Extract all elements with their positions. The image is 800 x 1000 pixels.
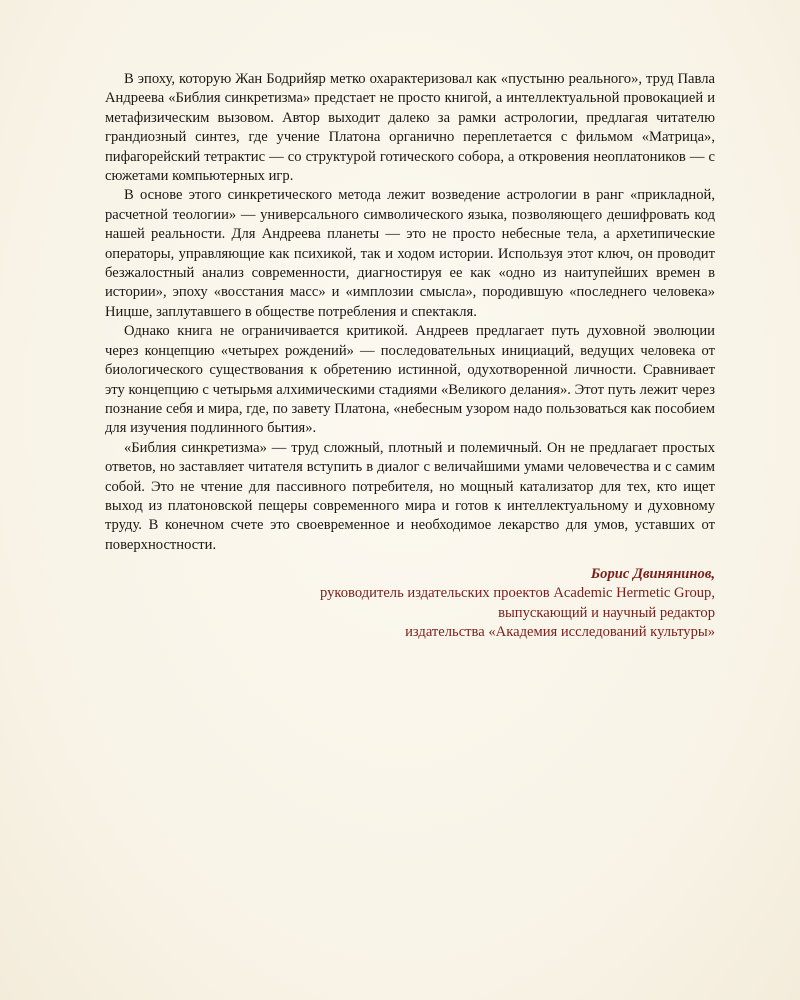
paragraph-1: В эпоху, которую Жан Бодрийяр метко охарактеризовал как «пустыню реального», труд Павла Андреева «Библия синкретизма» предстает не просто книгой, а интеллектуальной провокацией и метафизическим вызовом. Автор выходит далеко за рамки астрологии, предлагая читателю грандиозный синтез, где учение Платона органично переплетается с фильмом «Матрица», пифагорейский тетрактис — со структурой готического собора, а откровения неоплатоников — с сюжетами компьютерных игр. [105, 71, 715, 185]
author-signature [195, 565, 715, 643]
paragraph-2: В основе этого синкретического метода лежит возведение астрологии в ранг «прикладной, расчетной теологии» — универсального символического языка, позволяющего дешифровать код нашей реальности. Для Андреева планеты — это не просто небесные тела, а архетипические операторы, управляющие как психикой, так и ходом истории. Используя этот ключ, он проводит безжалостный анализ современности, диагностируя ее как «одно из наитупейших времен в истории», эпоху «восстания масс» и «имплозии смысла», породившую «последнего человека» Ницше, заплутавшего в обществе потребления и спектакля. [105, 187, 715, 320]
paragraph-4: «Библия синкретизма» — труд сложный, плотный и полемичный. Он не предлагает простых ответов, но заставляет читателя вступить в диалог с величайшими умами человечества и с самим собой. Это не чтение для пассивного потребителя, но мощный катализатор для тех, кто ищет выход из платоновской пещеры современного мира и готов к интеллектуальному и духовному труду. В конечном счете это своевременное и необходимое лекарство для умов, уставших от поверхностности. [105, 439, 715, 553]
paragraph-3: Однако книга не ограничивается критикой. Андреев предлагает путь духовной эволюции через концепцию «четырех рождений» — последовательных инициаций, ведущих человека от биологического существования к обретению истинной, одухотворенной личности. Сравнивает эту концепцию с четырьмя алхимическими стадиями «Великого делания». Этот путь лежит через познание себя и мира, где, по завету Платона, «небесным узором надо пользоваться как пособием для изучения подлинного бытия». [105, 323, 715, 437]
signature-role-3: издательства «Академия исследований культуры» [405, 624, 715, 641]
signature-name: Борис Двинянинов, [590, 566, 715, 582]
signature-role-2: выпускающий и научный редактор [498, 604, 715, 621]
article-body [105, 70, 715, 555]
signature-role-1: руководитель издательских проектов Academic Hermetic Group, [320, 585, 715, 602]
